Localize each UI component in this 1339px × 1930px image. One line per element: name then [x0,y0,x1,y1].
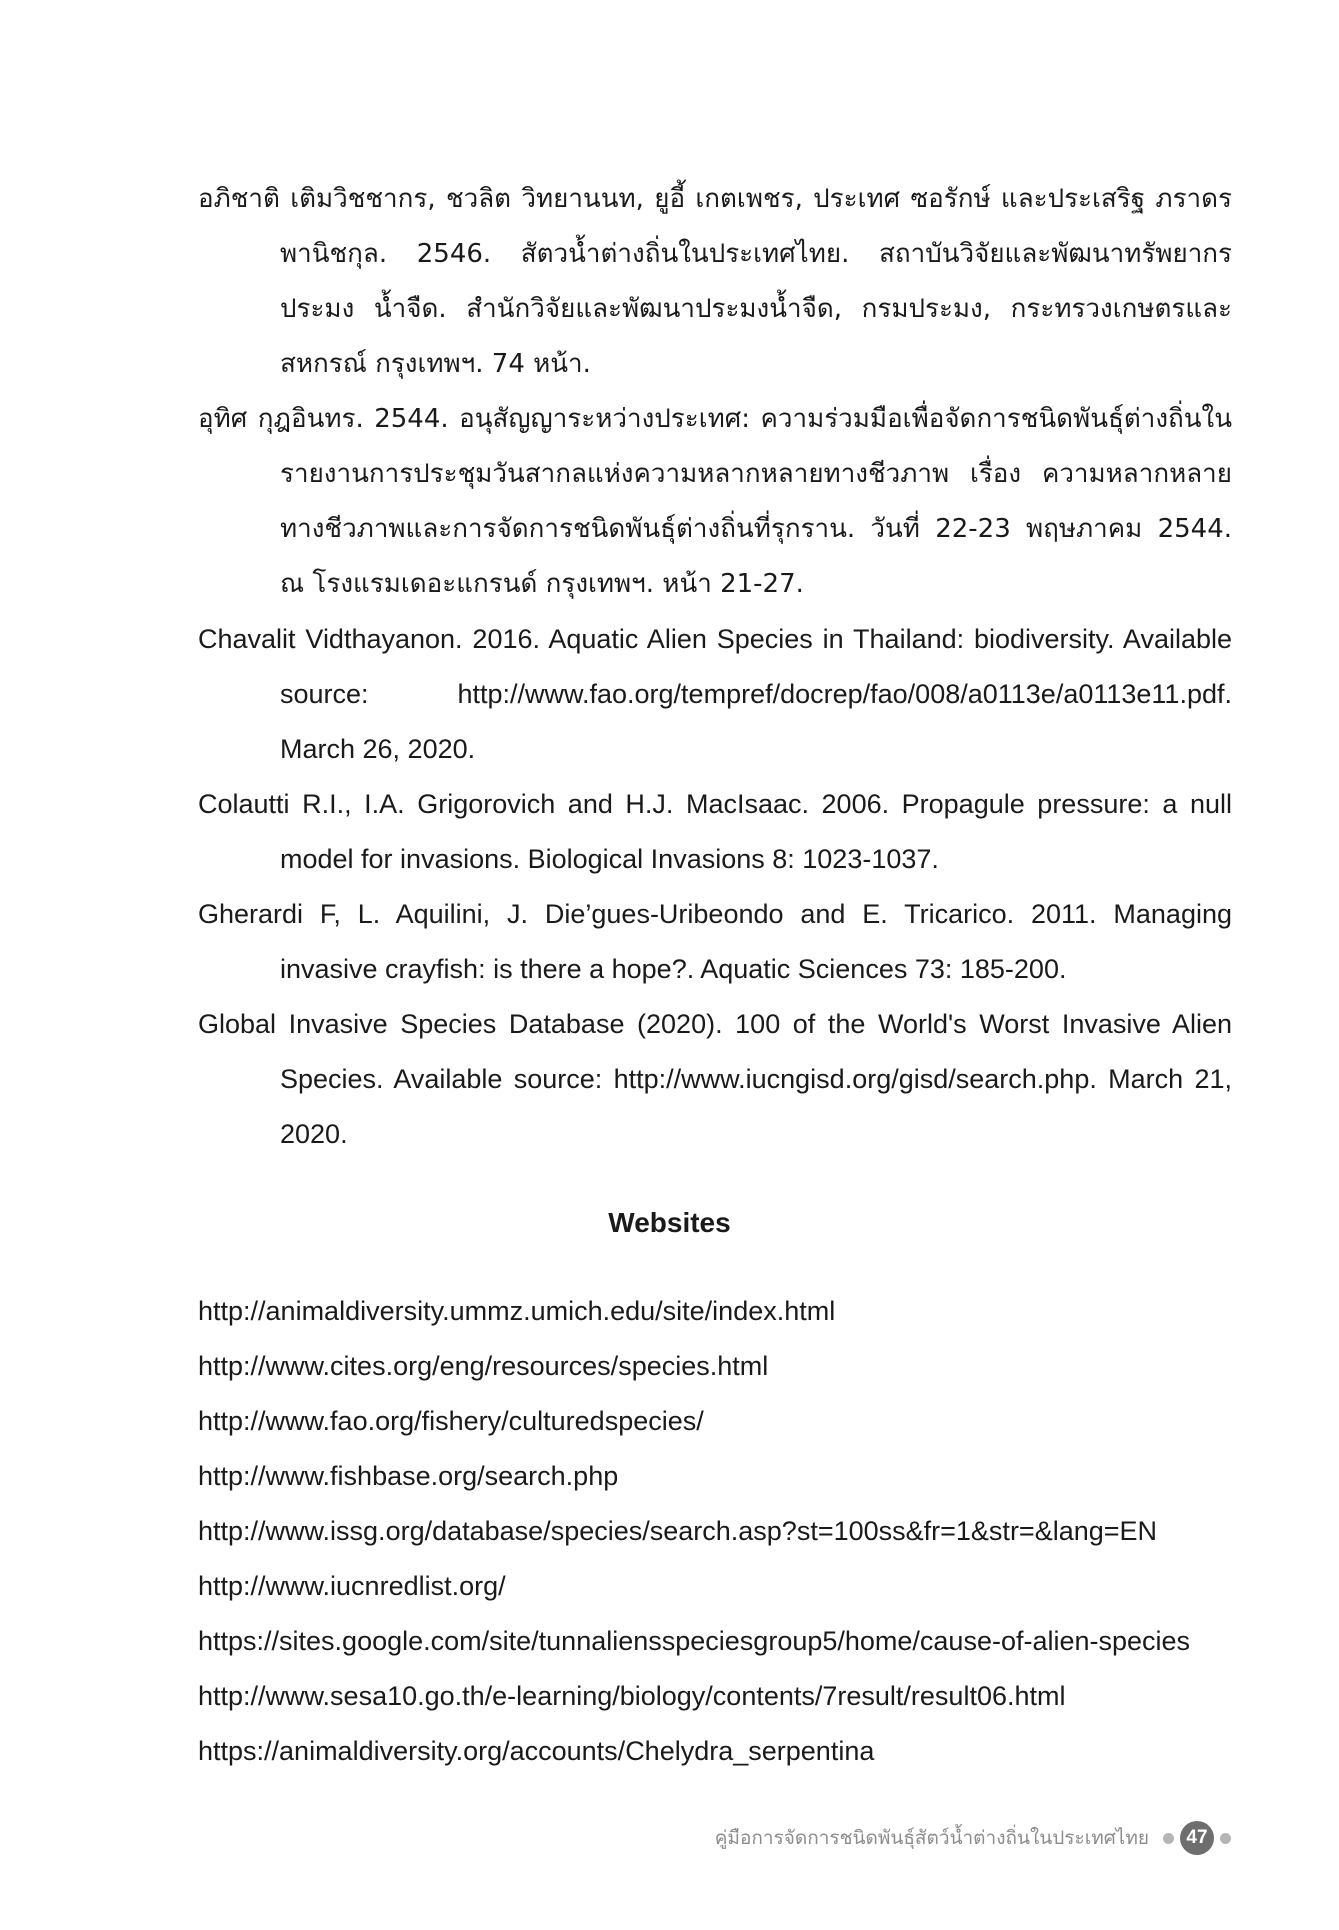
reference-entry: อภิชาติ เติมวิชชากร, ชวลิต วิทยานนท, ยูอี้ เกตเพชร, ประเทศ ซอรักษ์ และประเสริฐ ภราดร พานิชกุล. 2546. สัตวน้ำต่างถิ่นในประเทศไทย. สถาบันวิจัยและพัฒนาทรัพยากรประมง น้ำจืด. สำนักวิจัยและพัฒนาประมงน้ำจืด, กรมประมง, กระทรวงเกษตรและสหกรณ์ กรุงเทพฯ. 74 หน้า. [198,184,1232,379]
website-link[interactable]: http://www.issg.org/database/species/search.asp?st=100ss&fr=1&str=&lang=EN [198,1516,1158,1546]
websites-list [198,1284,1232,1779]
reference-entry: Gherardi F, L. Aquilini, J. Die’gues-Uribeondo and E. Tricarico. 2011. Managing invasive crayfish: is there a hope?. Aquatic Sciences 73: 185-200. [198,899,1232,984]
reference-entry: Chavalit Vidthayanon. 2016. Aquatic Alien Species in Thailand: biodiversity. Available source: http://www.fao.org/tempref/docrep/fao/008/a0113e/a0113e11.pdf. March 26, 2020. [198,624,1232,764]
websites-heading: Websites [608,1207,731,1238]
website-link[interactable]: http://www.fao.org/fishery/culturedspecies/ [198,1406,704,1436]
reference-entry: Global Invasive Species Database (2020). 100 of the World's Worst Invasive Alien Species. Available source: http://www.iucngisd.org/gisd/search.php. March 21, 2020. [198,1009,1232,1149]
footer-dot-right [1220,1833,1231,1844]
website-link[interactable]: http://animaldiversity.ummz.umich.edu/site/index.html [198,1296,836,1326]
website-link[interactable]: https://animaldiversity.org/accounts/Chelydra_serpentina [198,1736,875,1766]
website-link[interactable]: http://www.cites.org/eng/resources/species.html [198,1351,769,1381]
reference-entry: Colautti R.I., I.A. Grigorovich and H.J. MacIsaac. 2006. Propagule pressure: a null model for invasions. Biological Invasions 8: 1023-1037. [198,789,1232,874]
reference-list [198,172,1232,1162]
reference-entry: อุทิศ กุฎอินทร. 2544. อนุสัญญาระหว่างประเทศ: ความร่วมมือเพื่อจัดการชนิดพันธุ์ต่างถิ่นใน รายงานการประชุมวันสากลแห่งความหลากหลายทางชีวภาพ เรื่อง ความหลากหลาย ทางชีวภาพและการจัดการชนิดพันธุ์ต่างถิ่นที่รุกราน. วันที่ 22-23 พฤษภาคม 2544. ณ โรงแรมเดอะแกรนด์ กรุงเทพฯ. หน้า 21-27. [198,404,1232,599]
website-link[interactable]: https://sites.google.com/site/tunnaliensspeciesgroup5/home/cause-of-alien-species [198,1626,1191,1656]
page-number-badge: 47 [1180,1821,1214,1855]
footer-book-title: คู่มือการจัดการชนิดพันธุ์สัตว์น้ำต่างถิ่นในประเทศไทย [714,1827,1149,1849]
page-footer [715,1818,1231,1858]
website-link[interactable]: http://www.iucnredlist.org/ [198,1571,506,1601]
website-link[interactable]: http://www.sesa10.go.th/e-learning/biology/contents/7result/result06.html [198,1681,1066,1711]
website-link[interactable]: http://www.fishbase.org/search.php [198,1461,619,1491]
footer-dot-left [1163,1833,1174,1844]
